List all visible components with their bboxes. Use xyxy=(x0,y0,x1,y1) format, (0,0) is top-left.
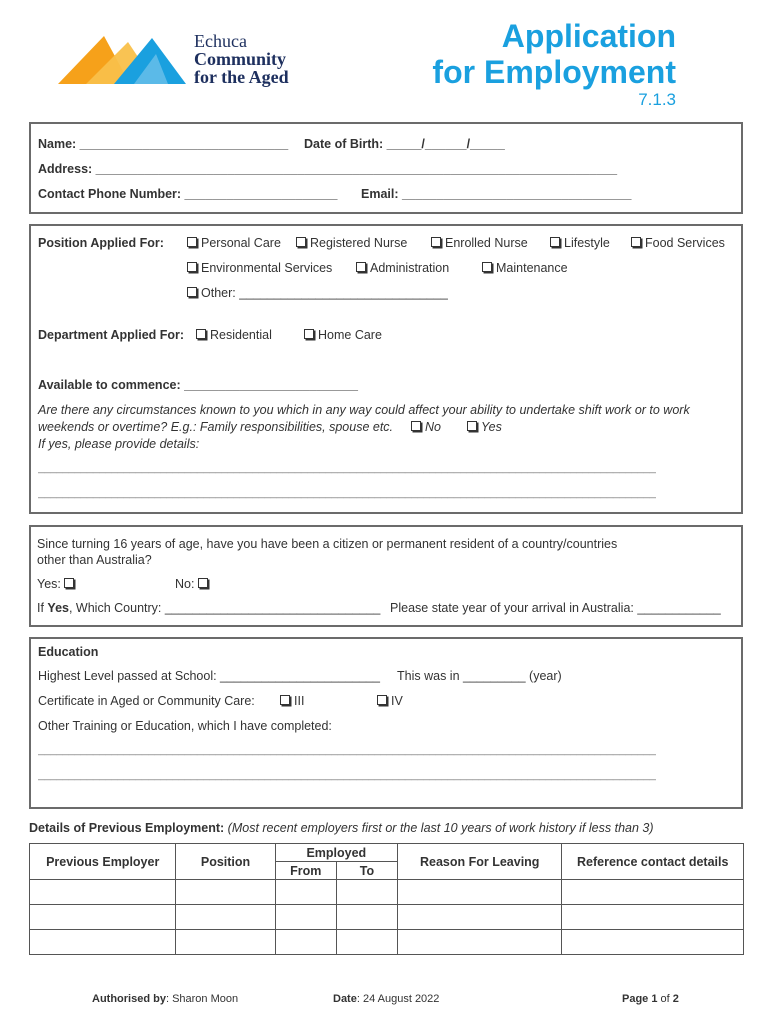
checkbox-icon[interactable] xyxy=(631,237,641,247)
phone-field[interactable]: Contact Phone Number: ______________________ xyxy=(38,187,338,201)
education-title: Education xyxy=(38,645,99,659)
checkbox-icon[interactable] xyxy=(187,237,197,247)
checkbox-icon[interactable] xyxy=(356,262,366,272)
table-cell[interactable] xyxy=(30,880,176,905)
details-line-1[interactable]: _____________________________________________________________________________________________________ xyxy=(38,462,656,474)
arrival-year-field[interactable]: Please state year of your arrival in Australia: ____________ xyxy=(390,601,721,615)
option-enrolled-nurse[interactable]: Enrolled Nurse xyxy=(431,236,528,250)
col-reason-for-leaving: Reason For Leaving xyxy=(397,844,561,880)
table-cell[interactable] xyxy=(275,930,336,955)
training-line-2[interactable]: _____________________________________________________________________________________________________ xyxy=(38,769,656,781)
school-level-field[interactable]: Highest Level passed at School: _______________________ xyxy=(38,669,380,683)
table-row xyxy=(30,880,744,905)
option-environmental-services[interactable]: Environmental Services xyxy=(187,261,332,275)
table-cell[interactable] xyxy=(275,880,336,905)
checkbox-icon[interactable] xyxy=(550,237,560,247)
option-administration[interactable]: Administration xyxy=(356,261,449,275)
table-cell[interactable] xyxy=(176,880,275,905)
other-training-label: Other Training or Education, which I have completed: xyxy=(38,719,332,733)
table-cell[interactable] xyxy=(30,930,176,955)
email-field[interactable]: Email: _________________________________ xyxy=(361,187,632,201)
option-residential[interactable]: Residential xyxy=(196,328,272,342)
option-other[interactable]: Other: ______________________________ xyxy=(187,286,448,300)
employment-table xyxy=(29,843,744,955)
address-field[interactable]: Address: ___________________________________________________________________________ xyxy=(38,162,618,176)
certificate-label: Certificate in Aged or Community Care: xyxy=(38,694,255,708)
table-cell[interactable] xyxy=(336,880,397,905)
name-field[interactable]: Name: ______________________________ xyxy=(38,137,289,151)
table-cell[interactable] xyxy=(562,880,744,905)
table-cell[interactable] xyxy=(336,930,397,955)
table-cell[interactable] xyxy=(275,905,336,930)
col-from: From xyxy=(275,862,336,880)
option-registered-nurse[interactable]: Registered Nurse xyxy=(296,236,407,250)
cert-iii-option[interactable]: III xyxy=(280,694,304,708)
checkbox-icon[interactable] xyxy=(377,695,387,705)
checkbox-icon[interactable] xyxy=(304,329,314,339)
logo-line-2: Community xyxy=(194,49,287,69)
logo-mark-icon xyxy=(56,32,191,88)
checkbox-icon[interactable] xyxy=(467,421,477,431)
col-position: Position xyxy=(176,844,275,880)
option-maintenance[interactable]: Maintenance xyxy=(482,261,568,275)
col-previous-employer: Previous Employer xyxy=(30,844,176,880)
circumstances-no[interactable]: No xyxy=(411,420,441,434)
doc-version: 7.1.3 xyxy=(638,90,676,109)
table-cell[interactable] xyxy=(397,930,561,955)
table-cell[interactable] xyxy=(562,905,744,930)
option-lifestyle[interactable]: Lifestyle xyxy=(550,236,610,250)
circumstances-question-2: weekends or overtime? E.g.: Family responsibilities, spouse etc. xyxy=(38,420,394,434)
checkbox-icon[interactable] xyxy=(64,578,74,588)
school-year-field[interactable]: This was in _________ (year) xyxy=(397,669,562,683)
logo xyxy=(56,28,316,88)
option-food-services[interactable]: Food Services xyxy=(631,236,725,250)
checkbox-icon[interactable] xyxy=(411,421,421,431)
table-cell[interactable] xyxy=(562,930,744,955)
citizenship-yes[interactable]: Yes: xyxy=(37,577,78,591)
checkbox-icon[interactable] xyxy=(431,237,441,247)
circumstances-details-label: If yes, please provide details: xyxy=(38,437,200,451)
country-field[interactable]: If Yes, Which Country: _______________________________ xyxy=(37,601,381,615)
table-cell[interactable] xyxy=(176,930,275,955)
details-line-2[interactable]: _____________________________________________________________________________________________________ xyxy=(38,487,656,499)
footer-page-number: Page 1 of 2 xyxy=(622,993,679,1005)
available-field[interactable]: Available to commence: _________________________ xyxy=(38,378,358,392)
checkbox-icon[interactable] xyxy=(187,262,197,272)
footer-date: Date: 24 August 2022 xyxy=(333,993,440,1005)
col-to: To xyxy=(336,862,397,880)
checkbox-icon[interactable] xyxy=(482,262,492,272)
table-row xyxy=(30,930,744,955)
checkbox-icon[interactable] xyxy=(296,237,306,247)
employment-heading: Details of Previous Employment: (Most recent employers first or the last 10 years of work history if less than 3) xyxy=(29,821,654,835)
dob-field[interactable]: Date of Birth: _____/______/_____ xyxy=(304,137,505,151)
table-row xyxy=(30,905,744,930)
table-cell[interactable] xyxy=(30,905,176,930)
table-cell[interactable] xyxy=(336,905,397,930)
col-reference-contact: Reference contact details xyxy=(562,844,744,880)
logo-line-3: for the Aged xyxy=(194,67,289,87)
footer-authorised-by: Authorised by: Sharon Moon xyxy=(92,993,239,1005)
training-line-1[interactable]: _____________________________________________________________________________________________________ xyxy=(38,744,656,756)
checkbox-icon[interactable] xyxy=(196,329,206,339)
logo-line-1: Echuca xyxy=(194,31,247,51)
checkbox-icon[interactable] xyxy=(198,578,208,588)
department-label: Department Applied For: xyxy=(38,328,185,342)
citizenship-question-1: Since turning 16 years of age, have you have been a citizen or permanent resident of a country/countries xyxy=(37,537,618,551)
option-home-care[interactable]: Home Care xyxy=(304,328,382,342)
checkbox-icon[interactable] xyxy=(187,287,197,297)
cert-iv-option[interactable]: IV xyxy=(377,694,403,708)
table-cell[interactable] xyxy=(397,880,561,905)
citizenship-no[interactable]: No: xyxy=(175,577,212,591)
circumstances-yes[interactable]: Yes xyxy=(467,420,502,434)
citizenship-question-2: other than Australia? xyxy=(37,553,152,567)
circumstances-question-1: Are there any circumstances known to you which in any way could affect your ability to undertake shift work or to work xyxy=(38,403,690,417)
table-cell[interactable] xyxy=(176,905,275,930)
checkbox-icon[interactable] xyxy=(280,695,290,705)
col-employed: Employed xyxy=(275,844,397,862)
option-personal-care[interactable]: Personal Care xyxy=(187,236,281,250)
table-cell[interactable] xyxy=(397,905,561,930)
page-title-line-2: for Employment xyxy=(432,54,676,90)
position-label: Position Applied For: xyxy=(38,236,164,250)
page-title-line-1: Application xyxy=(501,18,676,54)
